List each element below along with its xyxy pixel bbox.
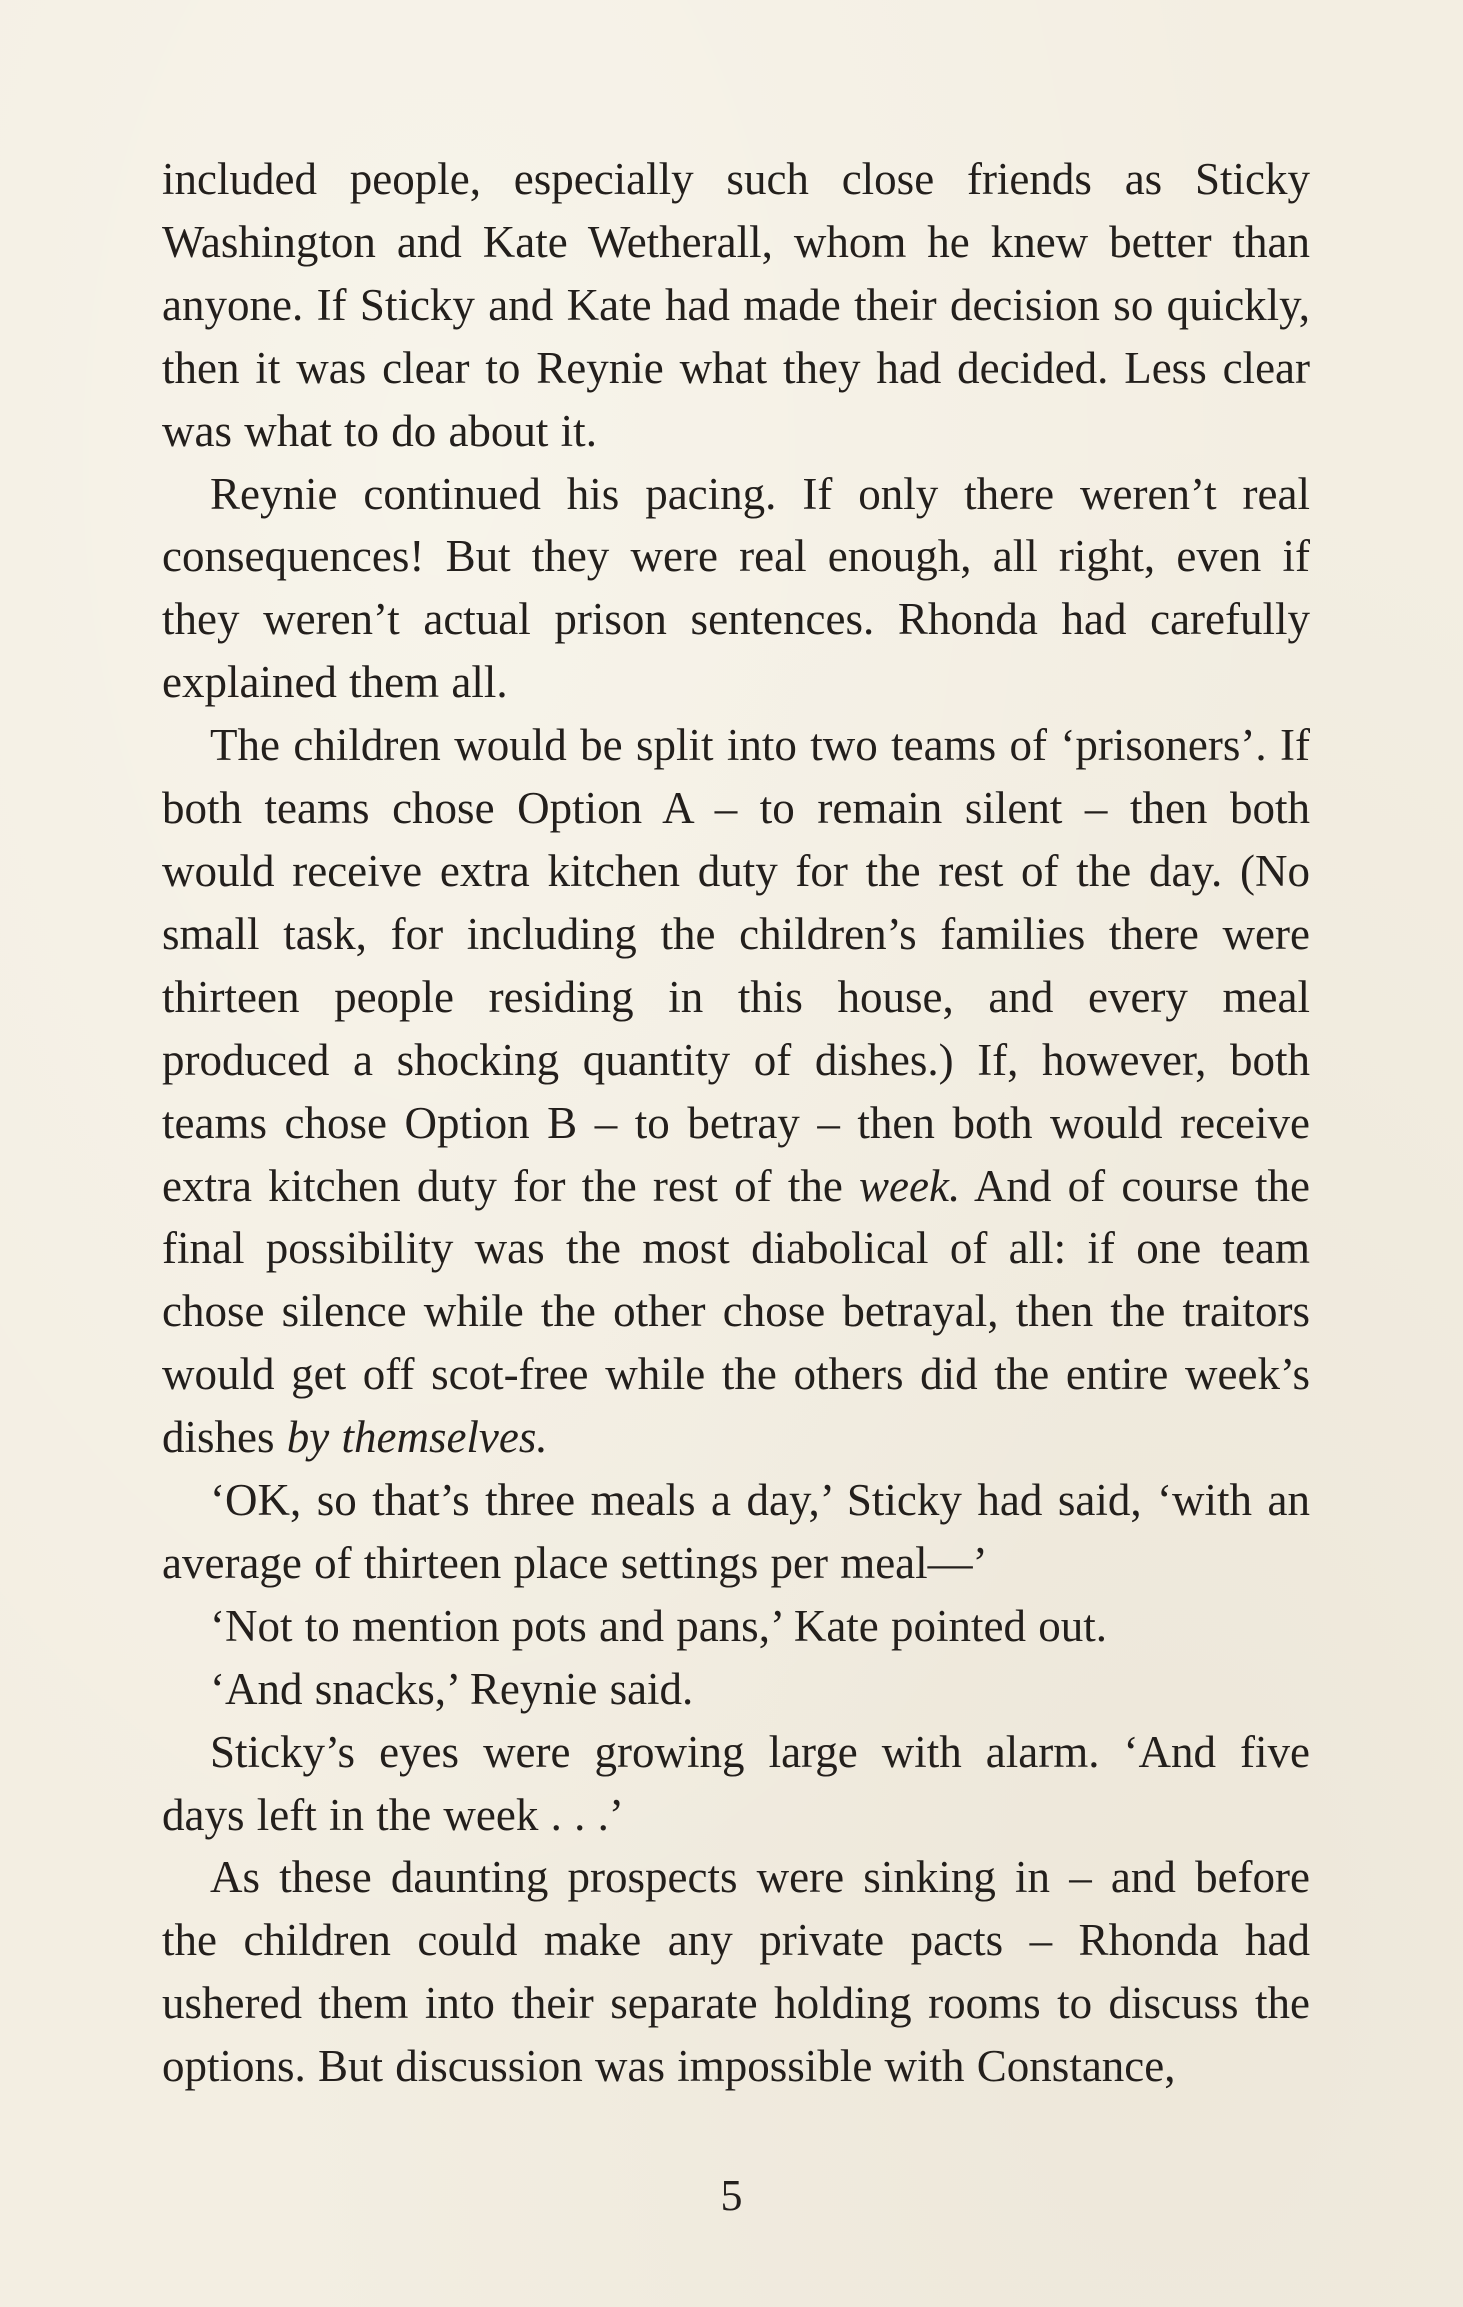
paragraph-8: As these daunting prospects were sinking in – and before the children could make any private pacts – Rhonda had ushered them into their separate holding rooms to discuss the options. But discussion was impossible with Constance, [162,1852,1310,2092]
emphasis-week: week. [859,1160,961,1211]
body-text [162,148,1310,2098]
paragraph-3-part-2: And of course the final possibility was the most diabolical of all: if one team chose silence while the other chose betrayal, then the traitors would get off scot-free while the others did the entire week’s dishes [162,1160,1310,1463]
page-number: 5 [720,2171,743,2220]
paragraph-7: Sticky’s eyes were growing large with alarm. ‘And five days left in the week . . .’ [162,1726,1310,1840]
paragraph-3-part-1: The children would be split into two teams of ‘prisoners’. If both teams chose Option A – to remain silent – then both would receive extra kitchen duty for the rest of the day. (No small task, for including the children’s families there were thirteen people residing in this house, and every meal produced a shocking quantity of dishes.) If, however, both teams chose Option B – to betray – then both would receive extra kitchen duty for the rest of the [162,720,1310,1211]
paragraph-1: included people, especially such close friends as Sticky Washington and Kate Wetherall, whom he knew better than anyone. If Sticky and Kate had made their decision so quickly, then it was clear to Reynie what they had decided. Less clear was what to do about it. [162,154,1310,456]
paragraph-4: ‘OK, so that’s three meals a day,’ Sticky had said, ‘with an average of thirteen place settings per meal—’ [162,1475,1310,1588]
paragraph-5: ‘Not to mention pots and pans,’ Kate pointed out. [210,1600,1108,1651]
paragraph-2: Reynie continued his pacing. If only there weren’t real consequences! But they were real enough, all right, even if they weren’t actual prison sentences. Rhonda had carefully explained them all. [162,468,1310,708]
paragraph-3 [162,714,1310,1469]
emphasis-by-themselves: by themselves. [286,1412,548,1463]
paragraph-6: ‘And snacks,’ Reynie said. [210,1663,694,1714]
